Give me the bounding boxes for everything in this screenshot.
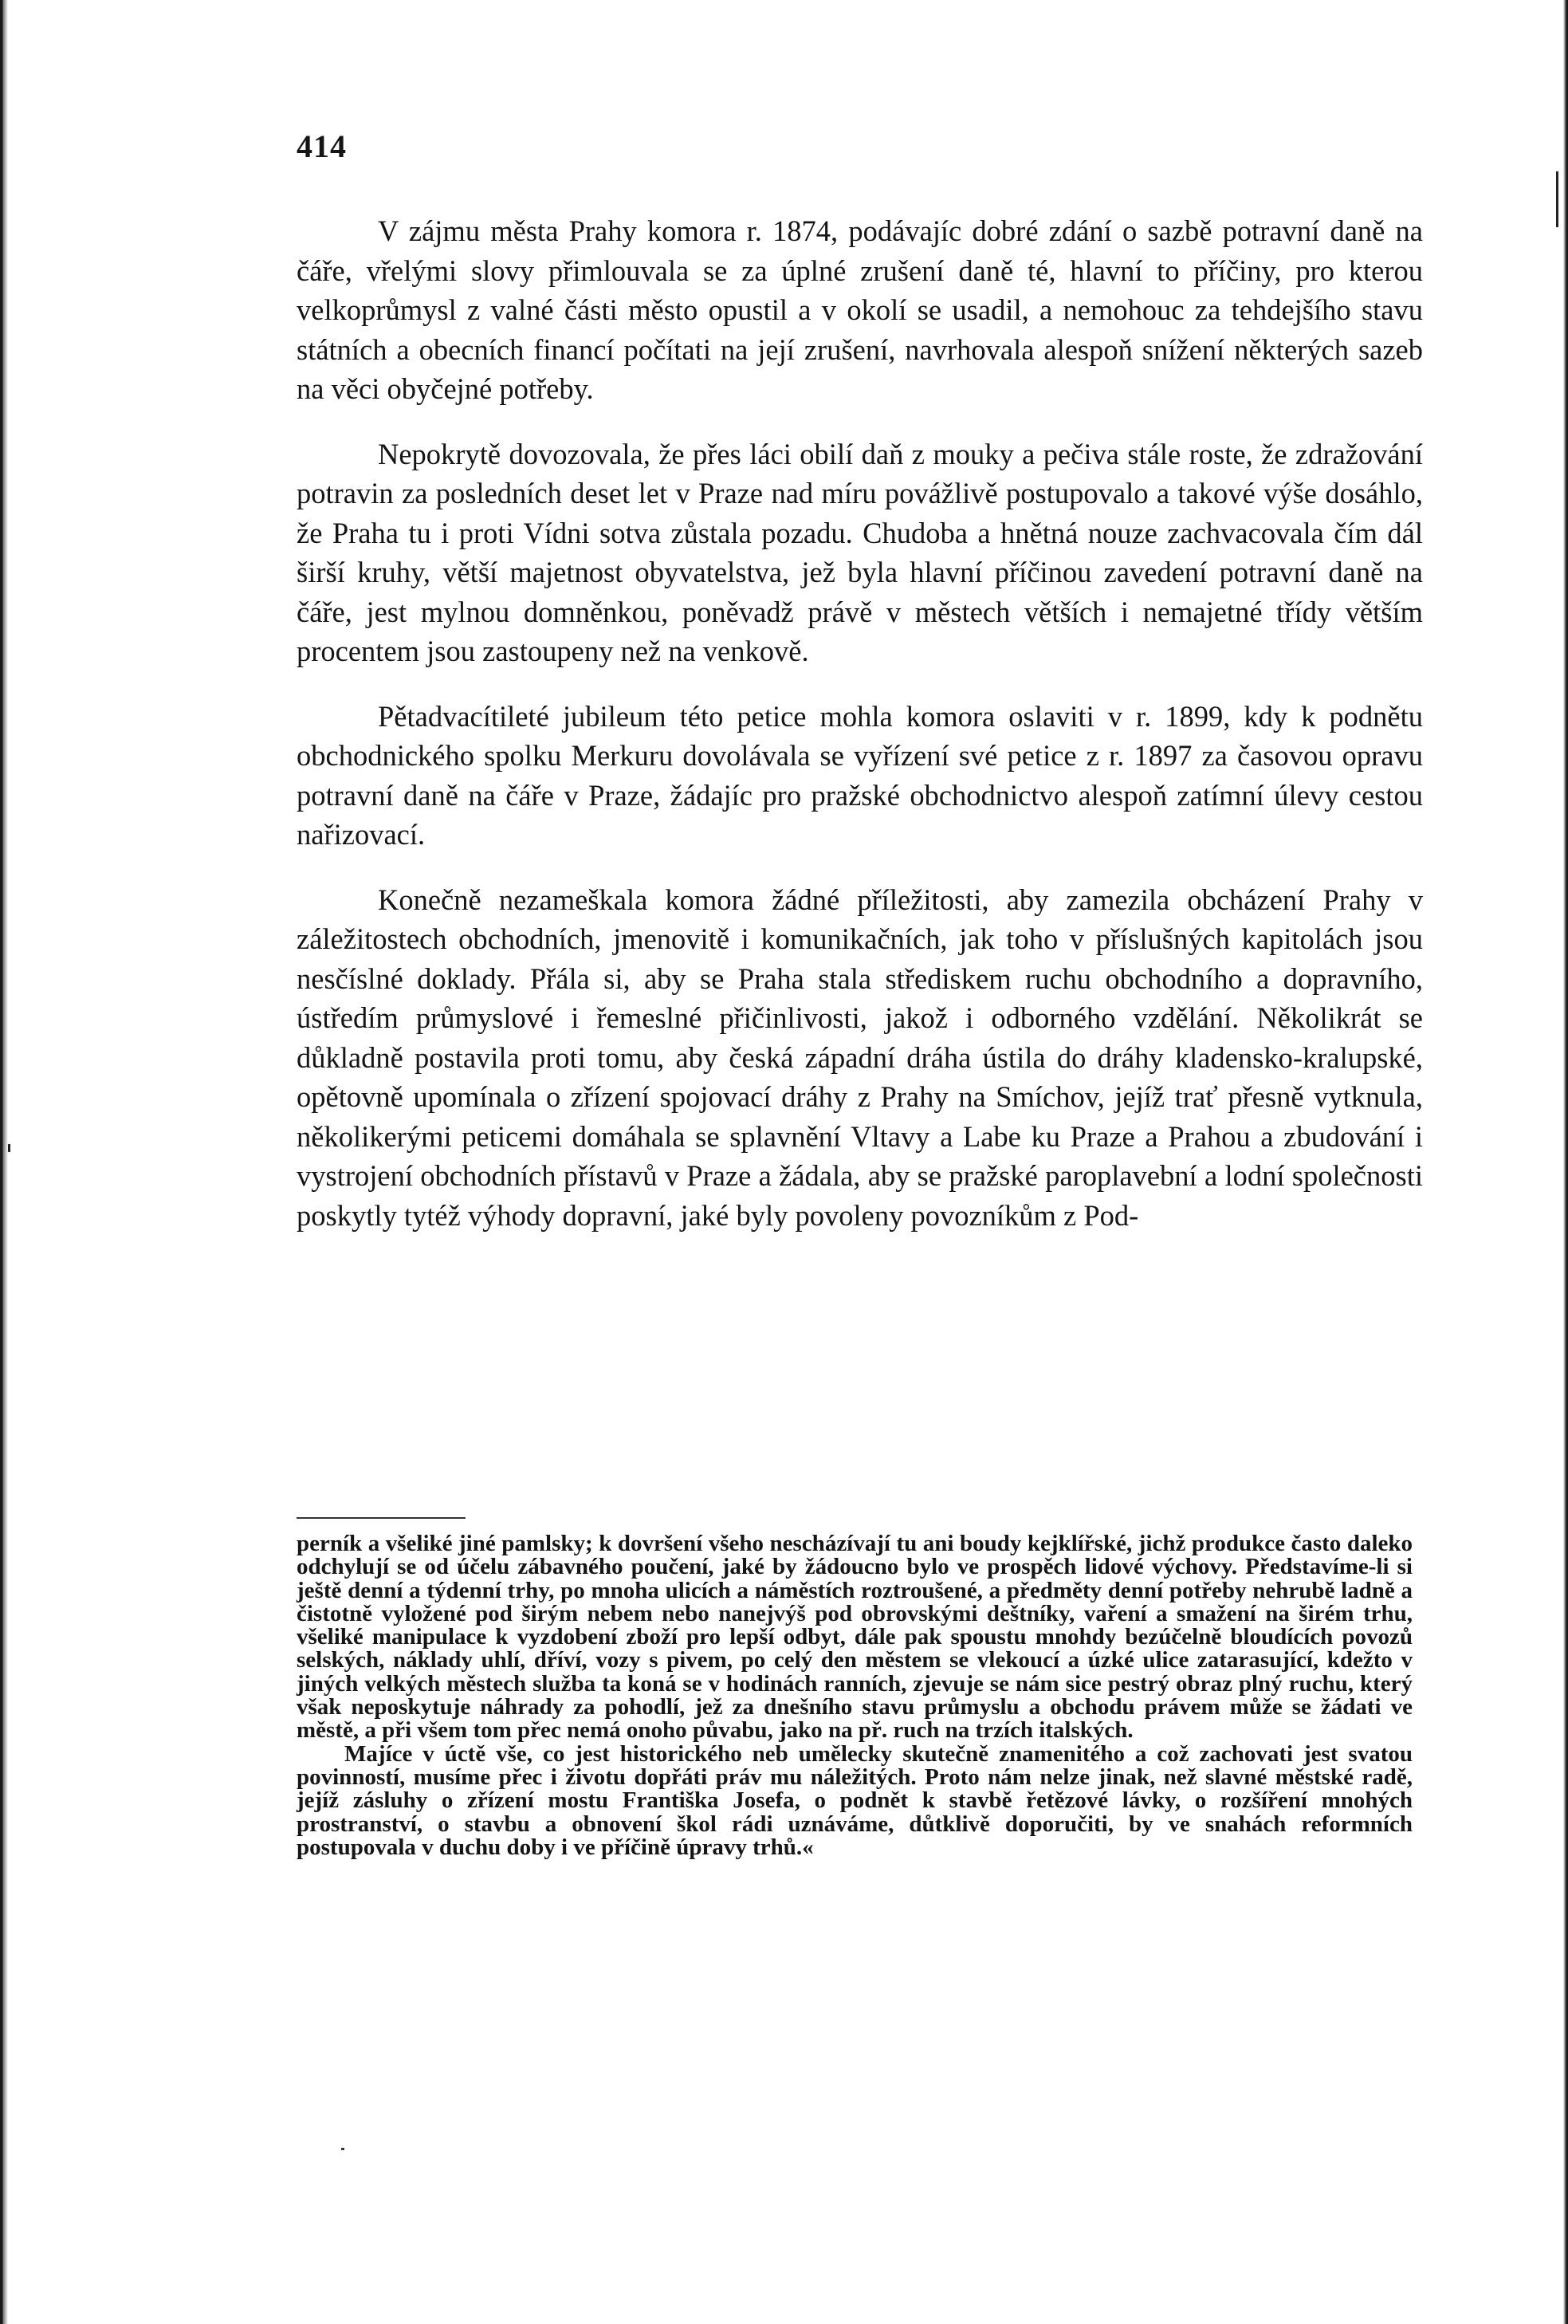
footnotes <box>297 1532 1413 1859</box>
footnote-continuation: perník a všeliké jiné pamlsky; k dovršení všeho nescházívají tu ani boudy kejklířské, jichž produkce často daleko odchylují se od účelu zábavného poučení, jaké by žádoucno bylo ve prospěch lidové výchovy. Představíme-li si ještě denní a týdenní trhy, po mnoha ulicích a náměstích roztroušené, a předměty denní potřeby nehrubě ladně a čistotně vyložené pod širým nebem nebo nanejvýš pod obrovskými deštníky, vaření a smažení na širém trhu, všeliké manipulace k vyzdobení zboží pro lepší odbyt, dále pak spoustu mnohdy bezúčelně bloudících povozů selských, náklady uhlí, dříví, vozy s pivem, po celý den městem se vlekoucí a úzké ulice zatarasující, kdežto v jiných velkých městech služba ta koná se v hodinách ranních, zjevuje se nám sice pestrý obraz plný ruchu, který však neposkytuje náhrady za pohodlí, jež za dnešního stavu průmyslu a obchodu právem může se žádati ve městě, a při všem tom přec nemá onoho půvabu, jako na př. ruch na trzích italských. <box>297 1531 1413 1744</box>
page-number: 414 <box>297 128 347 164</box>
scan-left-edge <box>0 0 8 2324</box>
footnote-paragraph: Majíce v úctě vše, co jest historického neb umělecky skutečně znamenitého a což zachovati jest svatou povinností, musíme přec i životu dopřáti práv mu náležitých. Proto nám nelze jinak, než slavné městské radě, jejíž zásluhy o zřízení mostu Františka Josefa, o podnět k stavbě řetězové lávky, o rozšíření mnohých prostranství, o stavbu a obnovení škol rádi uznáváme, důtklivě doporučiti, by ve snahách reformních postupovala v duchu doby i ve příčině úpravy trhů.« <box>297 1740 1413 1860</box>
paragraph: Konečně nezameškala komora žádné příležitosti, aby zamezila obcházení Prahy v záležitostech obchodních, jmenovitě i komunikačních, jak toho v příslušných kapitolách jsou nesčíslné doklady. Přála si, aby se Praha stala střediskem ruchu obchodního a dopravního, ústředím průmyslové i řemeslné přičinlivosti, jakož i odborného vzdělání. Několikrát se důkladně postavila proti tomu, aby česká západní dráha ústila do dráhy kladensko-kralupské, opětovně upomínala o zřízení spojovací dráhy z Prahy na Smíchov, jejíž trať přesně vytknula, několikerými peticemi domáhala se splavnění Vltavy a Labe ku Praze a Prahou a zbudování i vystrojení obchodních přístavů v Praze a žádala, aby se pražské paroplavební a lodní společnosti poskytly tytéž výhody dopravní, jaké byly povoleny povozníkům z Pod- <box>297 883 1423 1232</box>
scan-right-edge <box>1563 0 1568 2324</box>
paragraph: Nepokrytě dovozovala, že přes láci obilí daň z mouky a pečiva stále roste, že zdražování potravin za posledních deset let v Praze nad míru povážlivě postupovalo a takové výše dosáhlo, že Praha tu i proti Vídni sotva zůstala pozadu. Chudoba a hnětná nouze zachvacovala čím dál širší kruhy, větší majetnost obyvatelstva, jež byla hlavní příčinou zavedení potravní daně na čáře, jest mylnou domněnkou, poněvadž právě v městech větších i nemajetné třídy větším procentem jsou zastoupeny než na venkově. <box>297 437 1423 667</box>
scan-speck <box>341 2148 344 2150</box>
main-text <box>297 211 1423 1260</box>
paragraph: V zájmu města Prahy komora r. 1874, podávajíc dobré zdání o sazbě potravní daně na čáře, vřelými slovy přimlouvala se za úplné zrušení daně té, hlavní to příčiny, pro kterou velkoprůmysl z valné části město opustil a v okolí se usadil, a nemohouc za tehdejšího stavu státních a obecních financí počítati na její zrušení, navrhovala alespoň snížení některých sazeb na věci obyčejné potřeby. <box>297 214 1423 405</box>
footnote-separator <box>297 1517 466 1519</box>
scan-edge-mark <box>1556 171 1558 227</box>
paragraph: Pětadvacítileté jubileum této petice mohla komora oslaviti v r. 1899, kdy k podnětu obchodnického spolku Merkuru dovolávala se vyřízení své petice z r. 1897 za časovou opravu potravní daně na čáře v Praze, žádajíc pro pražské obchodnictvo alespoň zatímní úlevy cestou nařizovací. <box>297 699 1423 851</box>
scan-edge-mark <box>8 1144 10 1152</box>
